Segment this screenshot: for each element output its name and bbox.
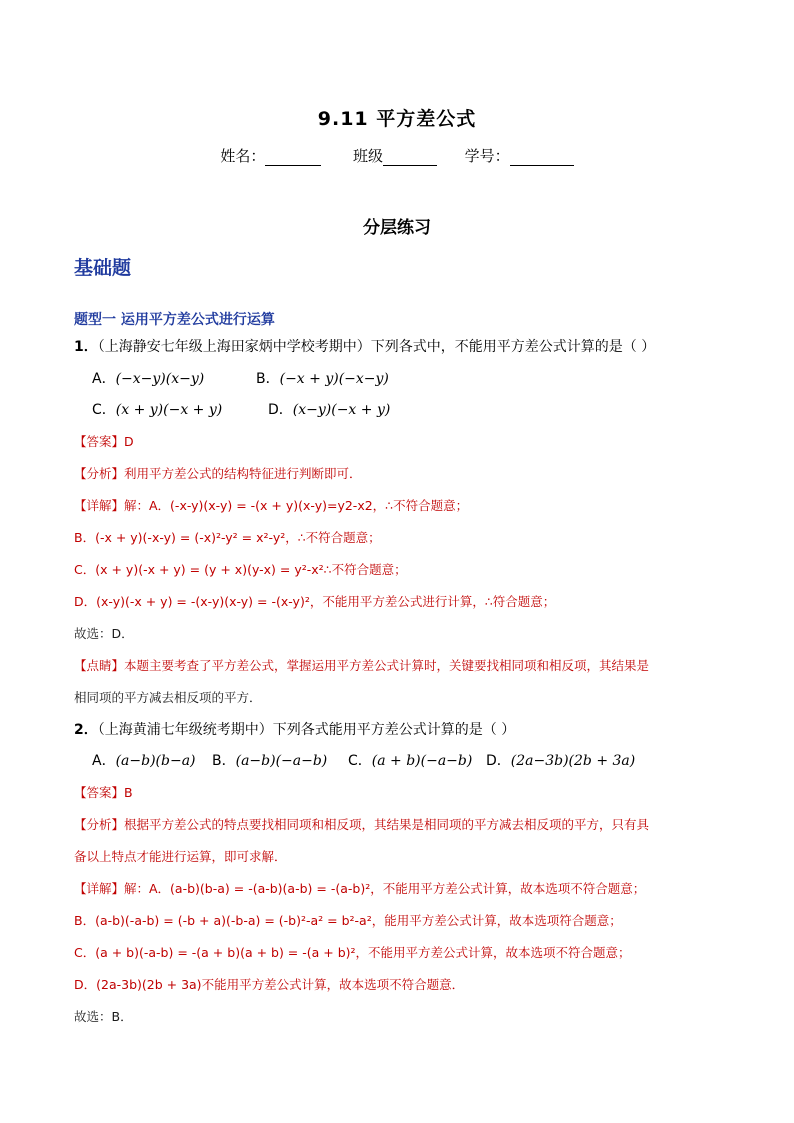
q1-option-b: B．(−x + y)(−x−y) [256, 371, 389, 387]
question-1-stem [74, 336, 655, 356]
q2-detail-4: D．(2a-3b)(2b + 3a)不能用平方差公式计算，故本选项不符合题意． [74, 977, 465, 992]
q1-option-d: D．(x−y)(−x + y) [268, 402, 391, 418]
section-title: 分层练习 [363, 218, 431, 238]
q1-detail-4: D．(x-y)(-x + y) = -(x-y)(x-y) = -(x-y)²，不能用平方差公式进行计算，∴符合题意； [74, 594, 556, 609]
q1-detail-3: C．(x + y)(-x + y) = (y + x)(y-x) = y²-x²∴不符合题意； [74, 562, 407, 577]
question-type-title: 题型一 运用平方差公式进行运算 [74, 312, 275, 328]
q1-option-c: C．(x + y)(−x + y) [92, 402, 223, 418]
question-2-text: （上海黄浦七年级统考期中）下列各式能用平方差公式计算的是（ ） [97, 722, 516, 738]
q2-answer: 【答案】B [74, 785, 133, 800]
q2-choose: 故选：B． [74, 1009, 133, 1024]
page-title: 9.11 平方差公式 [317, 108, 477, 130]
question-2-number: 2． [74, 722, 98, 738]
question-1-text: （上海静安七年级上海田家炳中学校考期中）下列各式中，不能用平方差公式计算的是（ ） [97, 339, 656, 355]
q1-analysis: 【分析】利用平方差公式的结构特征进行判断即可． [74, 466, 362, 481]
q2-option-d: D．(2a−3b)(2b + 3a) [486, 753, 636, 769]
q1-choose: 故选：D． [74, 626, 134, 641]
q1-detail-2: B．(-x + y)(-x-y) = (-x)²-y² = x²-y²，∴不符合题意； [74, 530, 381, 545]
q2-detail-3: C．(a + b)(-a-b) = -(a + b)(a + b) = -(a + b)²，不能用平方差公式计算，故本选项不符合题意； [74, 945, 631, 960]
class-blank [383, 149, 437, 166]
q2-detail-1: 【详解】解：A．(a-b)(b-a) = -(a-b)(a-b) = -(a-b)²，不能用平方差公式计算，故本选项不符合题意； [74, 881, 646, 896]
q1-comment-1: 【点睛】本题主要考查了平方差公式，掌握运用平方差公式计算时，关键要找相同项和相反项，其结果是 [74, 658, 650, 673]
class-label: 班级 [352, 147, 383, 165]
q2-option-a: A．(a−b)(b−a) [92, 753, 196, 769]
question-1-number: 1． [74, 339, 98, 355]
q1-answer: 【答案】D [74, 434, 134, 449]
q2-detail-2: B．(a-b)(-a-b) = (-b + a)(-b-a) = (-b)²-a² = b²-a²，能用平方差公式计算，故本选项符合题意； [74, 913, 622, 928]
id-blank [510, 149, 574, 166]
q2-option-c: C．(a + b)(−a−b) [348, 753, 473, 769]
q2-analysis-2: 备以上特点才能进行运算，即可求解． [74, 849, 287, 864]
student-info-row [0, 145, 794, 166]
q1-detail-1: 【详解】解：A．(-x-y)(x-y) = -(x + y)(x-y)=y2-x2，∴不符合题意； [74, 498, 469, 513]
q1-comment-2: 相同项的平方减去相反项的平方． [74, 690, 262, 705]
question-2-stem [74, 719, 515, 739]
q2-analysis-1: 【分析】根据平方差公式的特点要找相同项和相反项，其结果是相同项的平方减去相反项的平方，只有具 [74, 817, 650, 832]
name-blank [265, 149, 321, 166]
id-label: 学号： [464, 147, 510, 165]
name-label: 姓名： [220, 147, 266, 165]
q1-option-a: A．(−x−y)(x−y) [92, 371, 205, 387]
level-title: 基础题 [74, 257, 132, 279]
q2-option-b: B．(a−b)(−a−b) [212, 753, 328, 769]
